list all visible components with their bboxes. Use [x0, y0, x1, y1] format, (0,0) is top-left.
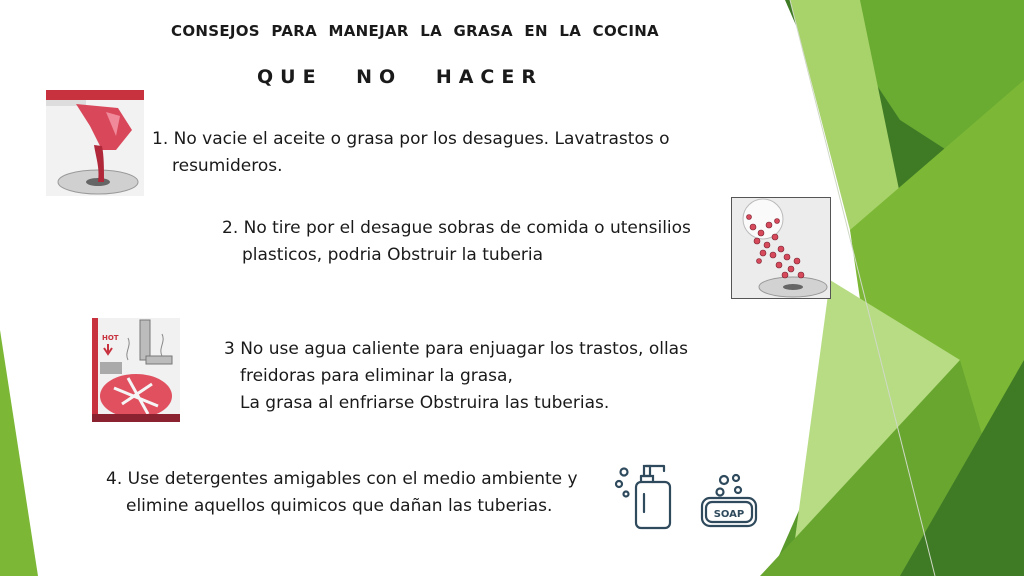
tip-1: [152, 126, 670, 180]
pouring-grease-illustration: [46, 90, 144, 196]
tip-2-line-1: 2. No tire por el desague sobras de comida o utensilios: [222, 218, 691, 238]
food-scraps-sink-illustration: [731, 197, 831, 299]
tip-3: [224, 336, 688, 417]
page-subtitle: QUE NO HACER: [256, 66, 543, 88]
hot-label: HOT: [102, 334, 119, 342]
tip-4: [106, 466, 578, 520]
tip-1-line-2: resumideros.: [172, 156, 283, 176]
soap-dispenser-icon: [612, 460, 682, 532]
tip-4-line-2: elimine aquellos quimicos que dañan las tuberias.: [126, 496, 553, 516]
tip-3-line-2: freidoras para eliminar la grasa,: [240, 366, 513, 386]
page-title: CONSEJOS PARA MANEJAR LA GRASA EN LA COCINA: [171, 22, 659, 40]
tip-2-line-2: plasticos, podria Obstruir la tuberia: [242, 245, 544, 265]
soap-label: SOAP: [713, 509, 745, 520]
soap-bar-icon: [698, 470, 760, 532]
tip-4-line-1: 4. Use detergentes amigables con el medio ambiente y: [106, 469, 578, 489]
tip-3-line-3: La grasa al enfriarse Obstruira las tuberias.: [240, 393, 610, 413]
hot-water-faucet-illustration: [92, 318, 180, 422]
tip-3-line-1: 3 No use agua caliente para enjuagar los trastos, ollas: [224, 339, 688, 359]
tip-1-line-1: 1. No vacie el aceite o grasa por los desagues. Lavatrastos o: [152, 129, 670, 149]
tip-2: [222, 215, 691, 269]
